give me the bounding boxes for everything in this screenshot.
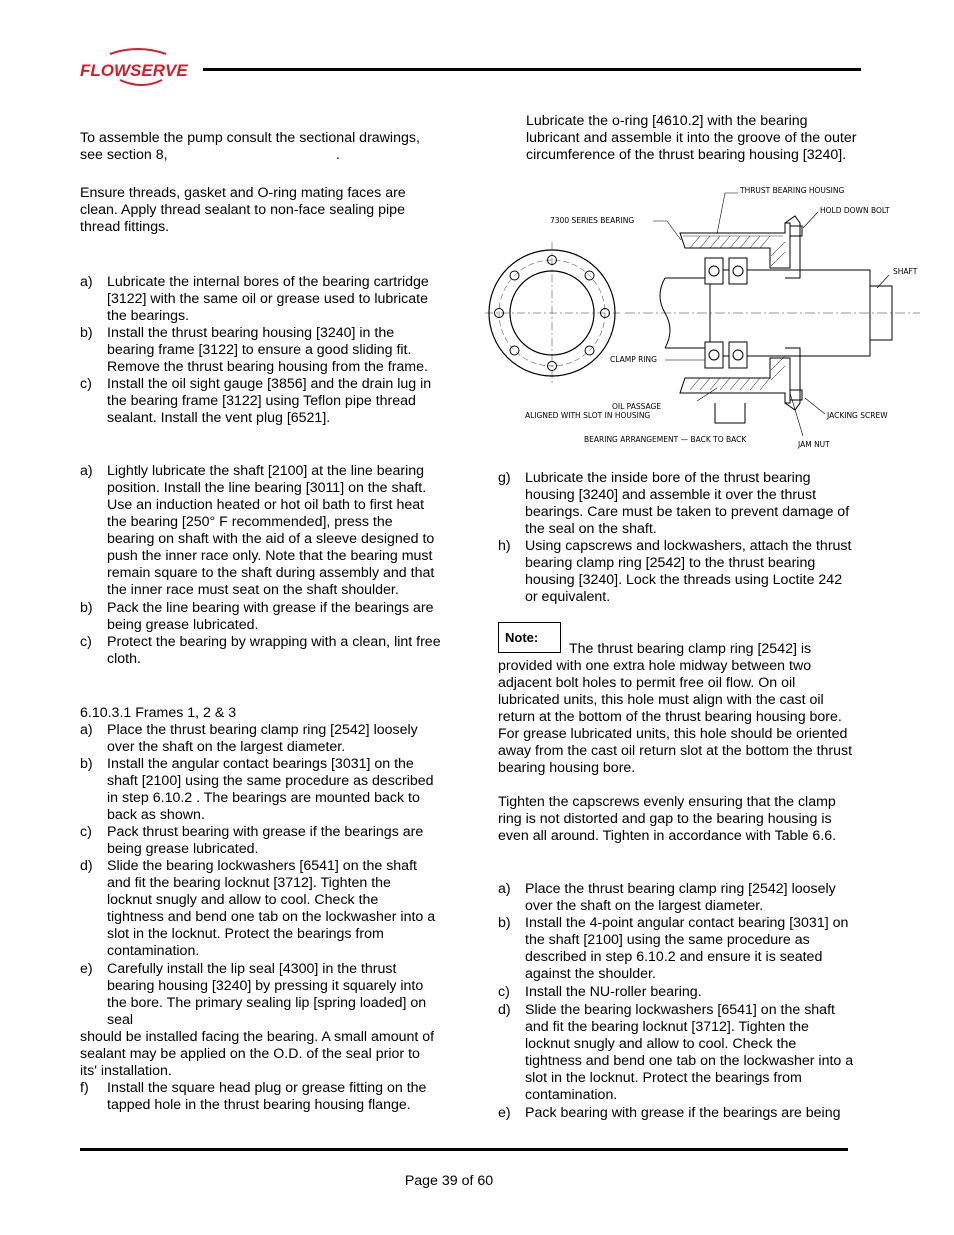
note-line: provided with one extra hole midway between two — [498, 658, 812, 674]
list-label: c) — [498, 984, 510, 1000]
label-clamp: CLAMP RING — [610, 355, 657, 364]
label-series: 7300 SERIES BEARING — [550, 216, 635, 225]
list-text — [107, 961, 426, 1029]
list-line: Remove the thrust bearing housing from the frame. — [107, 359, 428, 375]
list-line: [3122] with the same oil or grease used to lubricate — [107, 291, 428, 307]
header-rule — [203, 68, 861, 71]
list-item — [80, 325, 460, 376]
label-hold-down: HOLD DOWN BOLT — [820, 206, 890, 215]
list-item — [498, 538, 878, 606]
oring-paragraph — [526, 113, 886, 164]
list-line: over the shaft on the largest diameter. — [107, 739, 346, 755]
list-line: bearing clamp ring [2542] to the thrust bearing — [525, 555, 816, 571]
list-item — [80, 600, 460, 634]
list-label: a) — [498, 881, 511, 897]
list-line: tightness and bend one tab on the lockwasher into a — [525, 1053, 854, 1069]
list-line: Lubricate the inside bore of the thrust bearing — [525, 470, 811, 486]
list-line: remain square to the shaft during assembly and that — [107, 565, 435, 581]
para-line: should be installed facing the bearing. A small amount of — [80, 1029, 435, 1045]
note-line-first: The thrust bearing clamp ring [2542] is — [569, 641, 812, 657]
label-shaft: SHAFT — [893, 267, 918, 276]
list-line: tightness and bend one tab on the lockwasher into a — [107, 909, 436, 925]
list-line: slot in the locknut. Protect the bearings from — [525, 1070, 802, 1086]
label-aligned: ALIGNED WITH SLOT IN HOUSING — [525, 411, 651, 420]
list-text — [107, 824, 423, 858]
list-text — [107, 634, 441, 668]
list-line: Protect the bearing by wrapping with a clean, lint free — [107, 634, 441, 650]
list-line: push the inner race only. Note that the bearing must — [107, 548, 433, 564]
list-line: Lightly lubricate the shaft [2100] at the line bearing — [107, 463, 425, 479]
list-line: the bearings. — [107, 308, 190, 324]
list-item — [80, 634, 460, 668]
list-text — [525, 538, 851, 606]
list-item — [80, 824, 460, 858]
note-label: Note: — [505, 630, 539, 645]
list-label: b) — [80, 756, 93, 772]
list-label: c) — [80, 824, 92, 840]
list-line: described in step 6.10.2 and ensure it is seated — [525, 949, 823, 965]
label-thrust-housing: THRUST BEARING HOUSING — [740, 186, 845, 195]
list-item — [498, 1002, 888, 1104]
figure-caption: BEARING ARRANGEMENT — BACK TO BACK — [584, 435, 747, 444]
list-line: over the shaft on the largest diameter. — [525, 898, 764, 914]
list-line: Pack bearing with grease if the bearings are being — [525, 1105, 841, 1121]
para-line: Lubricate the o-ring [4610.2] with the bearing — [526, 113, 808, 129]
list-line: the seal on the shaft. — [525, 521, 657, 537]
list-line: Install the 4-point angular contact bearing [3031] on — [525, 915, 849, 931]
list-line: contamination. — [525, 1087, 618, 1103]
list-line: or equivalent. — [525, 589, 611, 605]
list-line: locknut snugly and allow to cool. Check the — [107, 892, 379, 908]
list-text — [525, 1105, 840, 1122]
bearing-arrangement-figure — [485, 178, 925, 458]
list-line: position. Install the line bearing [3011] on the shaft. — [107, 480, 427, 496]
list-label: g) — [498, 470, 511, 486]
para-line: sealant may be applied on the O.D. of the seal prior to — [80, 1046, 420, 1062]
list-text — [107, 1080, 426, 1114]
list-line: Use an induction heated or hot oil bath to first heat — [107, 497, 425, 513]
e-continued-paragraph — [80, 1029, 460, 1080]
list-item — [498, 881, 888, 915]
list-line: Install the oil sight gauge [3856] and the drain lug in — [107, 376, 432, 392]
list-line: Using capscrews and lockwashers, attach the thrust — [525, 538, 852, 554]
list-label: h) — [498, 538, 511, 554]
list-text — [525, 470, 849, 538]
list-line: contamination. — [107, 943, 200, 959]
list-item — [498, 470, 878, 538]
list-line: the inner race must seat on the shaft shoulder. — [107, 582, 399, 598]
list-text — [107, 376, 431, 427]
page-number: Page 39 of 60 — [404, 1173, 494, 1189]
para-line: even all around. Tighten in accordance with Table 6.6. — [498, 828, 837, 844]
para-line: circumference of the thrust bearing housing [3240]. — [526, 147, 847, 163]
list-line: shaft [2100] using the same procedure as described — [107, 773, 434, 789]
list-label: b) — [498, 915, 511, 931]
list-line: Install the thrust bearing housing [3240] in the — [107, 325, 395, 341]
list-item — [498, 1105, 888, 1122]
label-jacking: JACKING SCREW — [827, 411, 888, 420]
list-line: housing [3240]. Lock the threads using Loctite 242 — [525, 572, 843, 588]
list-item — [80, 463, 460, 599]
list-text — [107, 858, 435, 960]
intro1-period: . — [336, 147, 340, 163]
list-text — [107, 722, 418, 756]
list-text — [525, 984, 702, 1001]
list-line: being grease lubricated. — [107, 841, 259, 857]
label-jam-nut: JAM NUT — [798, 440, 830, 449]
list-label: b) — [80, 325, 93, 341]
list-text — [525, 881, 836, 915]
list-line: Slide the bearing lockwashers [6541] on the shaft — [525, 1002, 835, 1018]
intro-paragraph-1 — [80, 130, 460, 164]
list-line: bearing housing [3240] by pressing it squarely into — [107, 978, 424, 994]
list-line: bearing frame [3122] to ensure a good sliding fit. — [107, 342, 412, 358]
list-line: cloth. — [107, 651, 141, 667]
note-line: lubricated units, this hole must align with the cast oil — [498, 692, 824, 708]
list-text — [107, 463, 434, 599]
list-label: a) — [80, 722, 93, 738]
para-line: lubricant and assemble it into the groove of the outer — [526, 130, 857, 146]
list-text — [107, 274, 429, 325]
list-item — [80, 961, 460, 1029]
list-text — [107, 600, 434, 634]
list-line: being grease lubricated. — [107, 617, 259, 633]
intro1-text: see section 8, — [80, 147, 168, 163]
list-label: a) — [80, 274, 93, 290]
note-line: return at the bottom of the thrust bearing housing bore. — [498, 709, 842, 725]
list-line: Install the NU-roller bearing. — [525, 984, 702, 1000]
list-line: tapped hole in the thrust bearing housing flange. — [107, 1097, 411, 1113]
list-line: against the shoulder. — [525, 966, 656, 982]
list-line: the shaft [2100] using the same procedure as — [525, 932, 810, 948]
list-item — [80, 858, 460, 960]
list-text — [107, 756, 434, 824]
list-line: Pack thrust bearing with grease if the bearings are — [107, 824, 424, 840]
list-line: and fit the bearing locknut [3712]. Tighten the — [107, 875, 391, 891]
list-item — [80, 722, 460, 756]
list-line: Place the thrust bearing clamp ring [2542] loosely — [107, 722, 418, 738]
list-item — [80, 756, 460, 824]
footer-rule — [80, 1148, 848, 1151]
list-label: d) — [80, 858, 93, 874]
list-text — [107, 325, 428, 376]
intro2-line: thread fittings. — [80, 219, 170, 235]
list-line: Lubricate the internal bores of the bearing cartridge — [107, 274, 429, 290]
subheading: 6.10.3.1 Frames 1, 2 & 3 — [80, 705, 237, 721]
intro-paragraph-2 — [80, 185, 460, 236]
list-line: housing [3240] and assemble it over the thrust — [525, 487, 817, 503]
list-item — [498, 915, 888, 983]
list-line: Carefully install the lip seal [4300] in the thrust — [107, 961, 397, 977]
list-line: locknut snugly and allow to cool. Check the — [525, 1036, 797, 1052]
note-line: For grease lubricated units, this hole should be oriented — [498, 726, 848, 742]
para-line: its' installation. — [80, 1063, 172, 1079]
list-line: the bore. The primary sealing lip [spring loaded] on — [107, 995, 427, 1011]
list-line: the bearing frame [3122] using Teflon pipe thread — [107, 393, 416, 409]
list-line: Slide the bearing lockwashers [6541] on the shaft — [107, 858, 417, 874]
list-line: and fit the bearing locknut [3712]. Tighten the — [525, 1019, 809, 1035]
note-box — [498, 622, 561, 653]
flowserve-logo — [80, 46, 198, 88]
list-line: slot in the locknut. Protect the bearings from — [107, 926, 384, 942]
list-text — [525, 1002, 853, 1104]
list-label: c) — [80, 634, 92, 650]
list-item — [80, 376, 460, 427]
para-line: Tighten the capscrews evenly ensuring that the clamp — [498, 794, 836, 810]
list-line: bearing on shaft with the aid of a sleeve designed to — [107, 531, 435, 547]
intro1-line — [80, 147, 460, 164]
list-label: a) — [80, 463, 93, 479]
list-label: e) — [498, 1105, 511, 1121]
note-line: bearing housing bore. — [498, 760, 636, 776]
list-label: c) — [80, 376, 92, 392]
list-label: e) — [80, 961, 93, 977]
para-line: ring is not distorted and gap to the bearing housing is — [498, 811, 832, 827]
label-oil-passage: OIL PASSAGE — [612, 402, 662, 411]
list-line: Place the thrust bearing clamp ring [2542] loosely — [525, 881, 836, 897]
list-line: the bearing [250° F recommended], press the — [107, 514, 393, 530]
logo-wordmark: FLOWSERVE — [80, 61, 188, 80]
list-item — [80, 274, 460, 325]
list-line: in step 6.10.2 . The bearings are mounted back to — [107, 790, 420, 806]
list-line: bearings. Care must be taken to prevent damage of — [525, 504, 850, 520]
list-label: d) — [498, 1002, 511, 1018]
note-paragraph — [498, 658, 888, 777]
list-item — [498, 984, 888, 1001]
list-item — [80, 1080, 460, 1114]
tighten-paragraph — [498, 794, 888, 845]
list-line: seal — [107, 1012, 134, 1028]
list-line: Install the square head plug or grease fitting on the — [107, 1080, 427, 1096]
list-line: Install the angular contact bearings [3031] on the — [107, 756, 414, 772]
list-line: back as shown. — [107, 807, 205, 823]
intro1-line: To assemble the pump consult the sectional drawings, — [80, 130, 420, 146]
note-line: adjacent bolt holes to permit free oil flow. On oil — [498, 675, 796, 691]
list-line: sealant. Install the vent plug [6521]. — [107, 410, 331, 426]
intro2-line: Ensure threads, gasket and O-ring mating faces are — [80, 185, 406, 201]
intro2-line: clean. Apply thread sealant to non-face sealing pipe — [80, 202, 405, 218]
list-line: Pack the line bearing with grease if the bearings are — [107, 600, 434, 616]
list-label: f) — [80, 1080, 89, 1096]
list-label: b) — [80, 600, 93, 616]
list-text — [525, 915, 848, 983]
note-line: away from the cast oil return slot at the bottom the thrust — [498, 743, 853, 759]
